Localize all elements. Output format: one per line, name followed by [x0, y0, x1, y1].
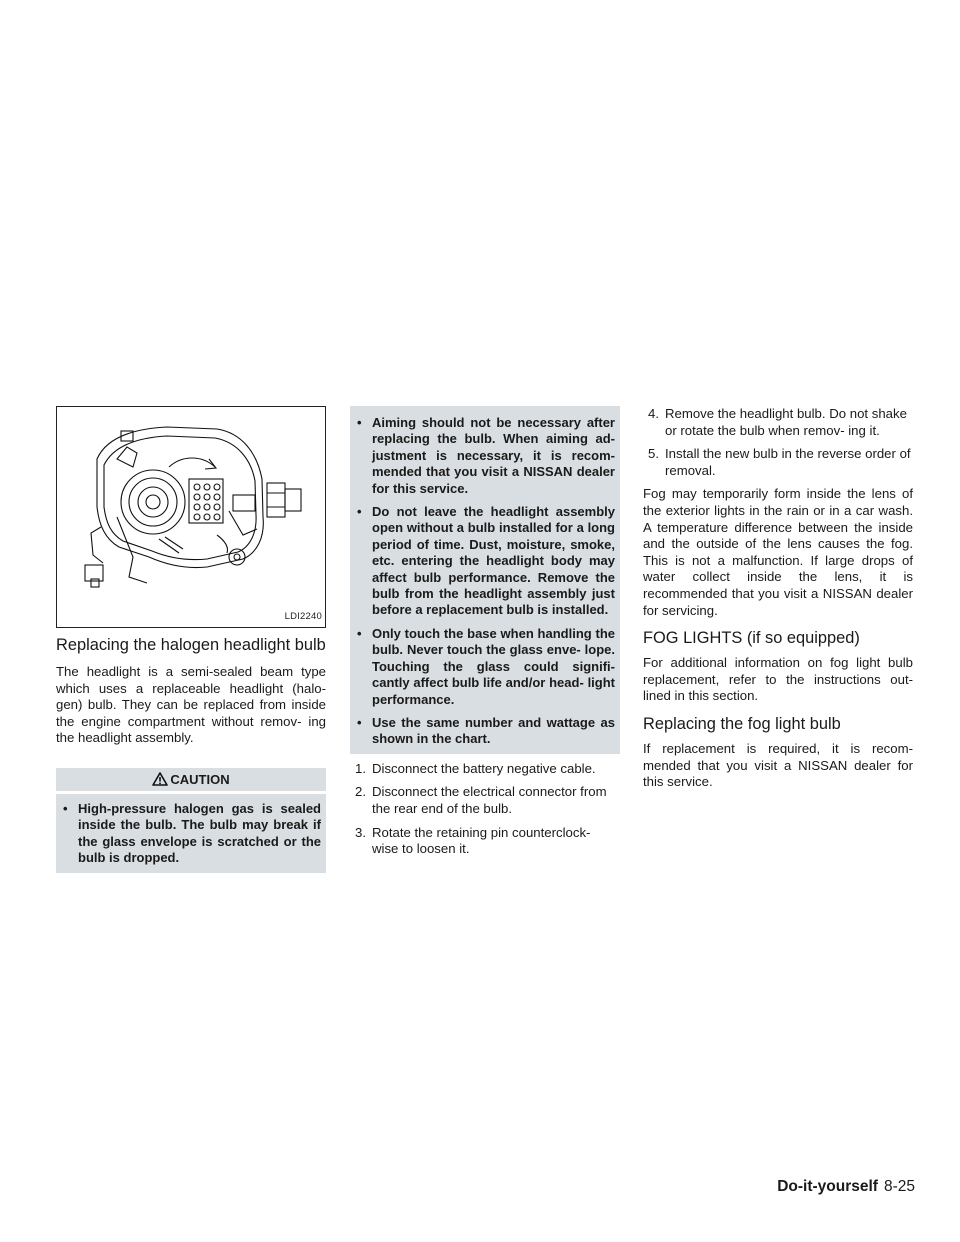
caution-box-2: [350, 406, 620, 754]
heading-replacing-fog-bulb: Replacing the fog light bulb: [643, 714, 841, 733]
step-item: 4. Remove the headlight bulb. Do not shake or rotate the bulb when remov- ing it.: [648, 406, 907, 438]
column-1: [56, 406, 326, 873]
fog-replace-paragraph: If replacement is required, it is recom- mended that you visit a NISSAN dealer for this service.: [643, 740, 913, 790]
caution-bullet: • Aiming should not be necessary after replacing the bulb. When aiming ad- justment is necessary, it is recom- mended that you visit a NISSAN dealer for this service.: [357, 415, 615, 496]
heading-fog-lights: FOG LIGHTS (if so equipped): [643, 629, 860, 648]
page-number: 8-25: [883, 1178, 915, 1195]
figure-code: LDI2240: [284, 611, 322, 623]
column-2: [350, 406, 620, 865]
warning-triangle-icon: [152, 772, 168, 786]
bullet-dot-icon: •: [357, 714, 362, 730]
heading-replacing-headlight-bulb: Replacing the halogen headlight bulb: [56, 636, 326, 654]
fog-note-paragraph: Fog may temporarily form inside the lens of the exterior lights in the rain or in a car wash. A temperature difference between the inside and the outside of the lens causes the fog. This is not a malfunction. If large drops of water collect inside the lens, it is recommended that you visit a NISSAN dealer for servicing.: [643, 486, 913, 618]
headlight-intro-paragraph: The headlight is a semi-sealed beam type which uses a replaceable headlight (halo- gen) bulb. They can be replaced from inside the engine compartment without remov- ing the headlight assembly.: [56, 664, 326, 746]
headlight-assembly-figure: [56, 406, 326, 628]
footer-section-title: Do-it-yourself: [777, 1178, 878, 1195]
step-item: 2. Disconnect the electrical connector from the rear end of the bulb.: [355, 784, 607, 816]
steps-list-2: [643, 406, 913, 479]
bullet-dot-icon: •: [357, 415, 362, 430]
bullet-dot-icon: •: [63, 800, 68, 816]
caution-bullet: • High-pressure halogen gas is sealed inside the bulb. The bulb may break if the glass envelope is scratched or the bulb is dropped.: [63, 800, 321, 866]
caution-bullet: • Use the same number and wattage as shown in the chart.: [357, 714, 615, 747]
caution-bullet: • Only touch the base when handling the bulb. Never touch the glass enve- lope. Touching the glass could signifi- cantly affect bulb life and/or head- light performance.: [357, 625, 615, 707]
caution-bullet: • Do not leave the headlight assembly open without a bulb installed for a long period of time. Dust, moisture, smoke, etc. entering the headlight body may affect bulb performance. Remove the bulb from the headlight assembly just before a replacement bulb is installed.: [357, 504, 615, 618]
step-item: 5. Install the new bulb in the reverse order of removal.: [648, 446, 911, 478]
caution-box-1: [56, 794, 326, 873]
page-footer: [741, 1178, 915, 1196]
caution-title: CAUTION: [170, 771, 230, 787]
bullet-dot-icon: •: [357, 625, 362, 641]
headlight-assembly-illustration: [57, 407, 326, 628]
fog-intro-paragraph: For additional information on fog light bulb replacement, refer to the instructions out- lined in this section.: [643, 655, 913, 704]
steps-list-1: [350, 761, 620, 858]
step-item: 3. Rotate the retaining pin counterclock- wise to loosen it.: [355, 824, 591, 857]
caution-header: [56, 768, 326, 791]
step-item: 1. Disconnect the battery negative cable.: [355, 760, 596, 776]
bullet-dot-icon: •: [357, 504, 362, 520]
column-3: [643, 406, 913, 791]
